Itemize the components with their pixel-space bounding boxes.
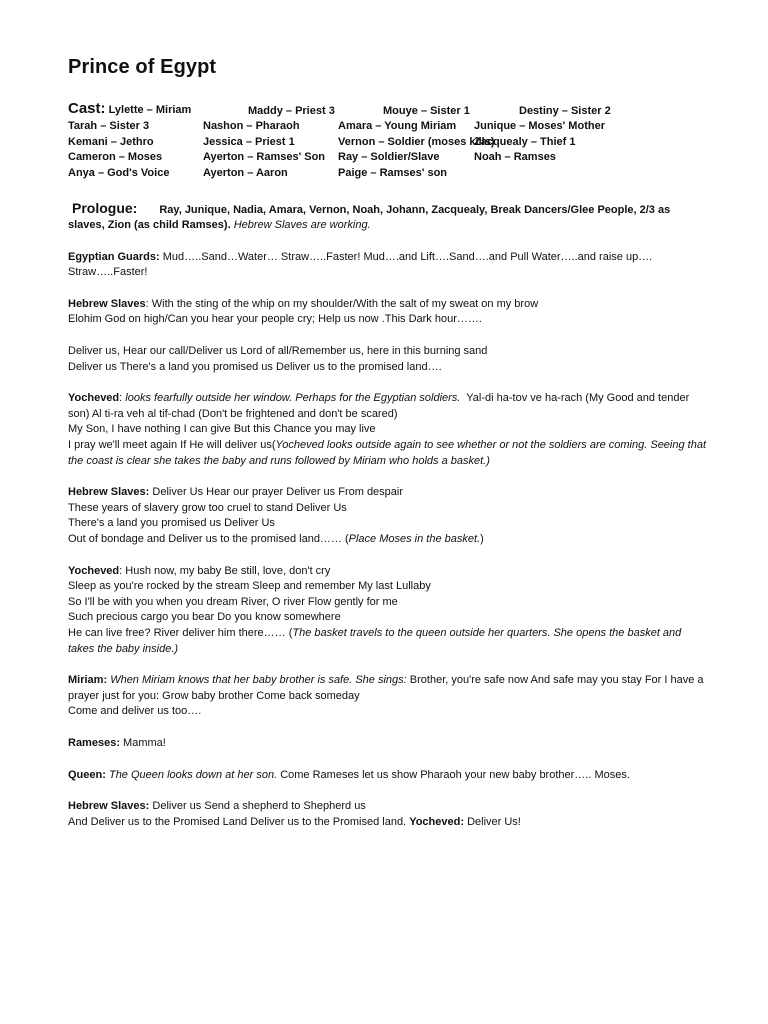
close-paren: ) xyxy=(486,454,490,467)
cast-entry: Junique – Moses' Mother xyxy=(474,120,605,132)
hebrew-slaves-section-2 xyxy=(68,485,708,547)
cast-row xyxy=(68,117,708,133)
queen-section xyxy=(68,768,708,784)
yocheved-section-1 xyxy=(68,391,708,469)
rameses-section xyxy=(68,736,708,752)
stage-direction: When Miriam knows that her baby brother is safe. She sings: xyxy=(110,674,407,687)
stage-direction: The Queen looks down at her son. xyxy=(108,768,278,781)
stage-direction: Place Moses in the basket. xyxy=(348,533,481,545)
cast-row xyxy=(68,132,708,148)
prologue-section xyxy=(68,201,708,234)
cast-entry: Nashon – Pharaoh xyxy=(203,120,300,132)
cast-entry: Maddy – Priest 3 xyxy=(248,104,335,117)
dialogue-line: These years of slavery grow too cruel to stand Deliver Us xyxy=(68,501,347,514)
cast-entry: Amara – Young Miriam xyxy=(338,120,457,132)
dialogue-text: Mud…..Sand…Water… Straw…..Faster! Mud….and Lift….Sand….and Pull Water…..and raise up…. Straw…..Faster! xyxy=(68,250,653,279)
speaker-name: Hebrew Slaves xyxy=(68,297,146,310)
cast-list xyxy=(68,101,708,179)
dialogue-line: My Son, I have nothing I can give But this Chance you may live xyxy=(68,423,376,436)
dialogue-text: I pray we'll meet again If He will deliver us( xyxy=(68,439,276,452)
hebrew-slaves-section-3 xyxy=(68,799,708,830)
dialogue-line: So I'll be with you when you dream River, O river Flow gently for me xyxy=(68,595,398,608)
colon: : xyxy=(119,392,123,405)
dialogue-text: Brother, you're safe now And safe may you stay For I have a prayer just for you: Grow baby brother Come back someday xyxy=(68,674,704,702)
speaker-name: Rameses: xyxy=(68,736,120,749)
speaker-name: Egyptian Guards: xyxy=(68,250,160,263)
prologue-label: Prologue: xyxy=(72,199,138,216)
dialogue-text: He can live free? River deliver him there…… ( xyxy=(68,626,293,639)
speaker-name: Yocheved xyxy=(68,392,120,405)
cast-entry: Mouye – Sister 1 xyxy=(383,104,470,117)
cast-entry: Noah – Ramses xyxy=(474,151,556,163)
speaker-name: Queen: xyxy=(68,768,106,781)
dialogue-line xyxy=(68,532,708,548)
cast-entry: Destiny – Sister 2 xyxy=(519,104,611,117)
dialogue-text: Deliver Us! xyxy=(467,815,521,828)
dialogue-line xyxy=(68,799,708,815)
cast-entry: Ayerton – Ramses' Son xyxy=(203,151,326,163)
stage-direction: The basket travels to the queen outside her quarters. She opens the basket and takes the baby inside. xyxy=(68,626,682,655)
cast-entry: Cameron – Moses xyxy=(68,151,163,163)
stage-direction: Hebrew Slaves are working. xyxy=(233,219,371,232)
cast-row xyxy=(68,148,708,164)
speaker-name: Hebrew Slaves: xyxy=(68,800,150,813)
yocheved-section-2 xyxy=(68,564,708,658)
dialogue-text: Mamma! xyxy=(123,736,166,749)
cast-entry: Tarah – Sister 3 xyxy=(68,120,150,132)
speaker-name: Yocheved xyxy=(68,564,120,577)
stage-direction: looks fearfully outside her window. Perhaps for the Egyptian soldiers. xyxy=(125,392,461,405)
cast-entry: Vernon – Soldier (moses kills) xyxy=(338,135,495,148)
cast-entry: Kemani – Jethro xyxy=(68,135,154,148)
dialogue-line: Deliver us There's a land you promised us Deliver us to the promised land…. xyxy=(68,360,442,373)
dialogue-text: Deliver Us Hear our prayer Deliver us From despair xyxy=(152,486,404,499)
close-paren: ) xyxy=(174,642,179,655)
dialogue-line: Elohim God on high/Can you hear your people cry; Help us now .This Dark hour……. xyxy=(68,313,482,326)
speaker-name: Hebrew Slaves: xyxy=(68,486,150,499)
dialogue-text: Yal-di ha-tov ve ha-rach (My Good and tender son) Al ti-ra veh al tif-chad (Don't be frightened and don't be scared) xyxy=(68,392,690,420)
speaker-name: Yocheved: xyxy=(409,815,464,828)
deliver-section xyxy=(68,344,708,375)
cast-entry-text: Lylette – Miriam xyxy=(108,103,192,116)
dialogue-line xyxy=(68,297,708,313)
cast-entry: Ray – Soldier/Slave xyxy=(338,151,440,163)
cast-row xyxy=(68,101,708,117)
dialogue-line xyxy=(68,391,708,422)
dialogue-line xyxy=(68,673,708,704)
dialogue-text: : With the sting of the whip on my shoulder/With the salt of my sweat on my brow xyxy=(145,297,539,310)
dialogue-line xyxy=(68,626,708,657)
speaker-name: Miriam: xyxy=(68,674,108,687)
close-paren: ) xyxy=(480,533,484,545)
cast-entry: Anya – God's Voice xyxy=(68,166,170,179)
dialogue-text: And Deliver us to the Promised Land Deliver us to the Promised land. xyxy=(68,815,407,828)
hebrew-slaves-section-1 xyxy=(68,297,708,328)
page-title: Prince of Egypt xyxy=(68,56,217,78)
cast-row xyxy=(68,163,708,179)
dialogue-line xyxy=(68,438,708,469)
dialogue-text: : Hush now, my baby Be still, love, don't cry xyxy=(119,564,331,577)
guards-section xyxy=(68,250,708,281)
miriam-section xyxy=(68,673,708,720)
cast-entry: Ayerton – Aaron xyxy=(203,166,288,179)
dialogue-line: Deliver us, Hear our call/Deliver us Lord of all/Remember us, here in this burning sand xyxy=(68,345,488,358)
cast-entry: Zacquealy – Thief 1 xyxy=(474,135,576,148)
dialogue-line xyxy=(68,815,708,831)
cast-entry: Paige – Ramses' son xyxy=(338,166,448,179)
cast-entry xyxy=(68,100,248,117)
dialogue-line: Such precious cargo you bear Do you know somewhere xyxy=(68,611,341,624)
prologue-cast: Ray, Junique, Nadia, Amara, Vernon, Noah, Johann, Zacquealy, Break Dancers/Glee People, 2/3 as slaves, Zion (as child Ramses). xyxy=(68,203,671,232)
dialogue-line: There's a land you promised us Deliver Us xyxy=(68,517,275,530)
cast-entry: Jessica – Priest 1 xyxy=(203,135,295,148)
dialogue-text: Out of bondage and Deliver us to the promised land…… ( xyxy=(68,533,349,545)
cast-label: Cast: xyxy=(68,99,106,117)
dialogue-line xyxy=(68,564,708,580)
stage-direction: Yocheved looks outside again to see whether or not the soldiers are coming. Seeing that the coast is clear she takes the baby and runs followed by Miriam who holds a basket. xyxy=(68,439,707,467)
dialogue-line: Sleep as you're rocked by the stream Sleep and remember My last Lullaby xyxy=(68,580,431,593)
dialogue-line: Come and deliver us too…. xyxy=(68,705,202,718)
dialogue-text: Come Rameses let us show Pharaoh your new baby brother….. Moses. xyxy=(280,768,630,781)
dialogue-text: Deliver us Send a shepherd to Shepherd us xyxy=(152,800,366,813)
dialogue-line xyxy=(68,485,708,501)
